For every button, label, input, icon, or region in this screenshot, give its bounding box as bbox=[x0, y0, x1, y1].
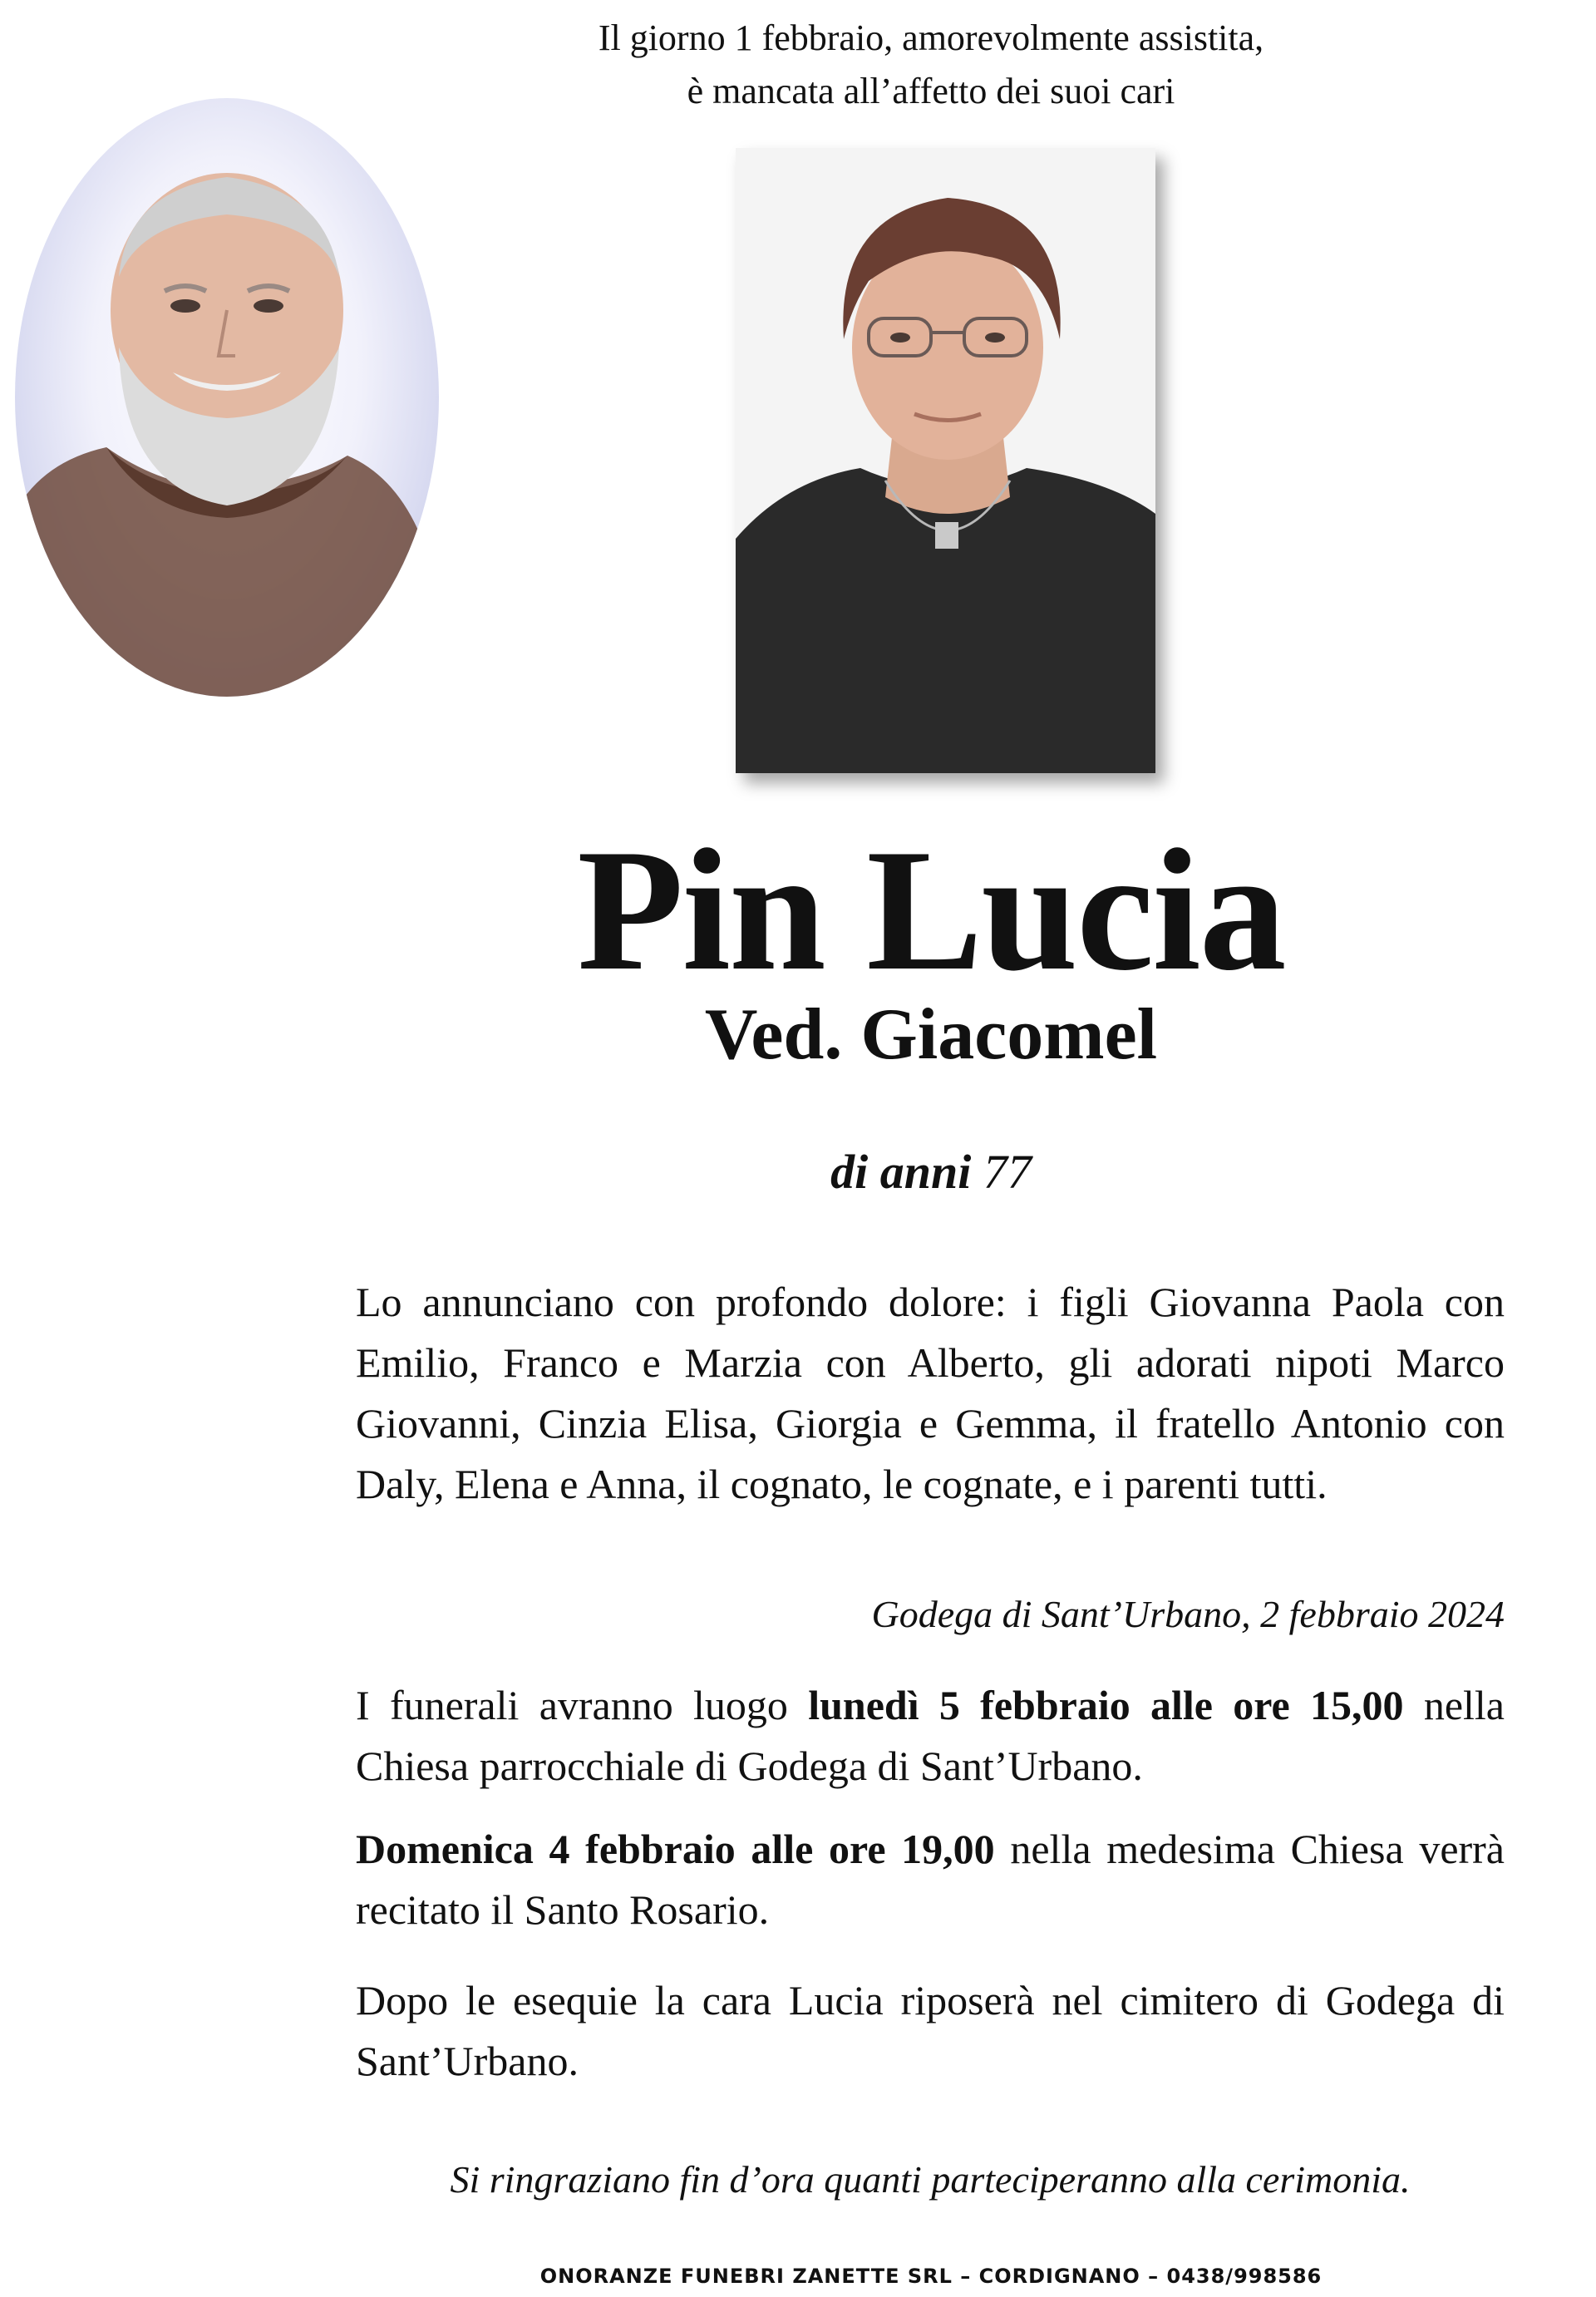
age-line bbox=[466, 1143, 1396, 1201]
rosary-text-after: nella medesima Chiesa verrà recitato il Santo Rosario. bbox=[356, 1826, 1505, 1933]
intro-line-2: è mancata all’affetto dei suoi cari bbox=[687, 71, 1175, 111]
funeral-paragraph bbox=[356, 1675, 1505, 1797]
announcement-paragraph: Lo annunciano con profondo dolore: i figli Giovanna Paola con Emilio, Franco e Marzia con Alberto, gli adorati nipoti Marco Giovanni, Cinzia Elisa, Giorgia e Gemma, il fratello Antonio con Daly, Elena e Anna, il cognato, le cognate, e i parenti tutti. bbox=[356, 1279, 1505, 1507]
age-prefix: di anni bbox=[830, 1145, 972, 1199]
intro-text bbox=[466, 12, 1396, 118]
intro-line-1: Il giorno 1 febbraio, amorevolmente assistita, bbox=[598, 17, 1264, 58]
padre-pio-portrait-icon bbox=[15, 98, 439, 697]
age-value: 77 bbox=[983, 1145, 1032, 1199]
funeral-date: lunedì 5 febbraio alle ore 15,00 bbox=[808, 1682, 1404, 1728]
funeral-text-before: I funerali avranno luogo bbox=[356, 1682, 809, 1728]
widow-of: Ved. Giacomel bbox=[704, 994, 1158, 1075]
deceased-portrait-icon bbox=[736, 148, 1155, 773]
deceased-name: Pin Lucia bbox=[577, 814, 1285, 1007]
funeral-text-after: nella Chiesa parrocchiale di Godega di Sant’Urbano. bbox=[356, 1682, 1505, 1789]
rosary-date: Domenica 4 febbraio alle ore 19,00 bbox=[356, 1826, 995, 1872]
funeral-home-footer: ONORANZE FUNEBRI ZANETTE SRL – CORDIGNANO – 0438/998586 bbox=[539, 2265, 1323, 2288]
burial-paragraph: Dopo le esequie la cara Lucia riposerà nel cimitero di Godega di Sant’Urbano. bbox=[356, 1977, 1505, 2084]
thanks-line: Si ringraziano fin d’ora quanti parteciperanno alla cerimonia. bbox=[450, 2158, 1411, 2201]
place-date: Godega di Sant’Urbano, 2 febbraio 2024 bbox=[871, 1593, 1505, 1635]
rosary-paragraph bbox=[356, 1819, 1505, 1940]
